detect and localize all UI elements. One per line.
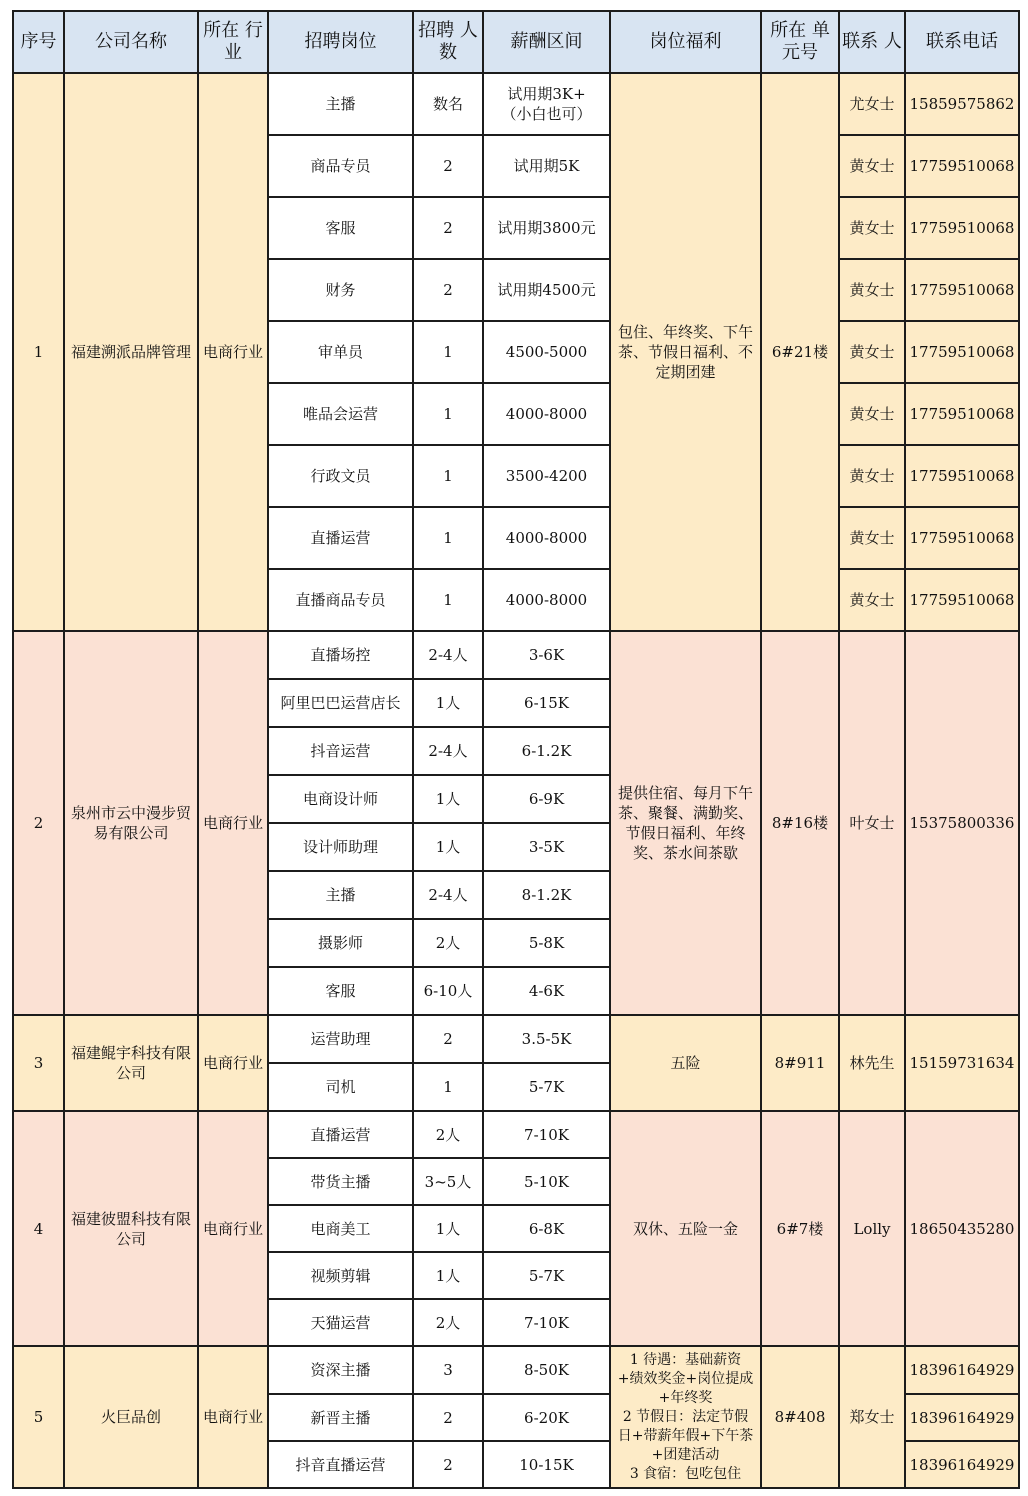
job-title: 直播运营 [268, 1111, 413, 1158]
salary: 6-20K [483, 1394, 610, 1441]
job-title: 主播 [268, 871, 413, 919]
company-name: 福建彼盟科技有限公司 [64, 1111, 198, 1346]
salary: 5-8K [483, 919, 610, 967]
headcount: 2-4人 [413, 631, 483, 679]
salary: 3.5-5K [483, 1015, 610, 1063]
headcount: 1 [413, 445, 483, 507]
header-count: 招聘 人数 [413, 11, 483, 73]
salary: 试用期3K+ （小白也可） [483, 73, 610, 135]
company-name: 火巨品创 [64, 1346, 198, 1488]
salary: 3500-4200 [483, 445, 610, 507]
headcount: 1人 [413, 1252, 483, 1299]
contact-phone: 15859575862 [905, 73, 1019, 135]
headcount: 1 [413, 507, 483, 569]
benefits: 双休、五险一金 [610, 1111, 761, 1346]
table-row [13, 73, 1019, 135]
contact-phone: 18396164929 [905, 1346, 1019, 1394]
headcount: 2 [413, 197, 483, 259]
row-number: 5 [13, 1346, 64, 1488]
table-row [13, 631, 1019, 679]
job-title: 直播运营 [268, 507, 413, 569]
salary: 7-10K [483, 1299, 610, 1346]
job-title: 阿里巴巴运营店长 [268, 679, 413, 727]
job-title: 审单员 [268, 321, 413, 383]
contact-phone: 17759510068 [905, 259, 1019, 321]
headcount: 2-4人 [413, 727, 483, 775]
contact-phone: 18396164929 [905, 1394, 1019, 1441]
contact-phone: 17759510068 [905, 135, 1019, 197]
contact-person: 黄女士 [839, 197, 905, 259]
unit-number: 8#408 [761, 1346, 839, 1488]
job-title: 电商设计师 [268, 775, 413, 823]
job-title: 带货主播 [268, 1158, 413, 1205]
headcount: 1 [413, 383, 483, 445]
contact-person: 林先生 [839, 1015, 905, 1111]
contact-person: 黄女士 [839, 569, 905, 631]
job-title: 客服 [268, 197, 413, 259]
contact-phone: 18650435280 [905, 1111, 1019, 1346]
headcount: 1人 [413, 679, 483, 727]
job-title: 视频剪辑 [268, 1252, 413, 1299]
company-name: 福建溯派品牌管理 [64, 73, 198, 631]
contact-person: 尤女士 [839, 73, 905, 135]
headcount: 2 [413, 259, 483, 321]
salary: 8-50K [483, 1346, 610, 1394]
salary: 4000-8000 [483, 507, 610, 569]
header-row [13, 11, 1019, 73]
salary: 3-5K [483, 823, 610, 871]
contact-phone: 17759510068 [905, 445, 1019, 507]
contact-person: 黄女士 [839, 259, 905, 321]
industry: 电商行业 [198, 1015, 268, 1111]
salary: 试用期5K [483, 135, 610, 197]
contact-phone: 18396164929 [905, 1441, 1019, 1488]
headcount: 3 [413, 1346, 483, 1394]
job-title: 运营助理 [268, 1015, 413, 1063]
job-title: 摄影师 [268, 919, 413, 967]
job-title: 客服 [268, 967, 413, 1015]
salary: 3-6K [483, 631, 610, 679]
salary: 6-9K [483, 775, 610, 823]
headcount: 1 [413, 1063, 483, 1111]
industry: 电商行业 [198, 1111, 268, 1346]
salary: 试用期4500元 [483, 259, 610, 321]
headcount: 2 [413, 1394, 483, 1441]
salary: 10-15K [483, 1441, 610, 1488]
salary: 试用期3800元 [483, 197, 610, 259]
header-company: 公司名称 [64, 11, 198, 73]
headcount: 3~5人 [413, 1158, 483, 1205]
headcount: 1 [413, 569, 483, 631]
contact-phone: 17759510068 [905, 321, 1019, 383]
contact-person: 黄女士 [839, 507, 905, 569]
header-no: 序号 [13, 11, 64, 73]
header-salary: 薪酬区间 [483, 11, 610, 73]
header-phone: 联系电话 [905, 11, 1019, 73]
headcount: 2 [413, 135, 483, 197]
industry: 电商行业 [198, 631, 268, 1015]
row-number: 4 [13, 1111, 64, 1346]
job-title: 抖音运营 [268, 727, 413, 775]
table-row [13, 1346, 1019, 1394]
job-title: 设计师助理 [268, 823, 413, 871]
benefits: 提供住宿、每月下午茶、聚餐、满勤奖、节假日福利、年终奖、茶水间茶歇 [610, 631, 761, 1015]
salary: 7-10K [483, 1111, 610, 1158]
salary: 6-15K [483, 679, 610, 727]
headcount: 2人 [413, 1299, 483, 1346]
headcount: 1人 [413, 1205, 483, 1252]
contact-phone: 17759510068 [905, 569, 1019, 631]
table-row [13, 1111, 1019, 1158]
salary: 4000-8000 [483, 383, 610, 445]
industry: 电商行业 [198, 73, 268, 631]
unit-number: 6#21楼 [761, 73, 839, 631]
row-number: 1 [13, 73, 64, 631]
job-title: 直播商品专员 [268, 569, 413, 631]
headcount: 2人 [413, 919, 483, 967]
contact-phone: 17759510068 [905, 507, 1019, 569]
job-title: 行政文员 [268, 445, 413, 507]
headcount: 6-10人 [413, 967, 483, 1015]
contact-person: 黄女士 [839, 383, 905, 445]
salary: 4500-5000 [483, 321, 610, 383]
row-number: 2 [13, 631, 64, 1015]
company-name: 福建鲲宇科技有限公司 [64, 1015, 198, 1111]
job-title: 直播场控 [268, 631, 413, 679]
job-title: 商品专员 [268, 135, 413, 197]
headcount: 1 [413, 321, 483, 383]
contact-phone: 15375800336 [905, 631, 1019, 1015]
industry: 电商行业 [198, 1346, 268, 1488]
recruitment-table [12, 10, 1020, 1489]
job-title: 新晋主播 [268, 1394, 413, 1441]
salary: 8-1.2K [483, 871, 610, 919]
headcount: 2 [413, 1015, 483, 1063]
benefits: 1 待遇：基础薪资+绩效奖金+岗位提成+年终奖 2 节假日：法定节假日+带薪年假+下午茶+团建活动 3 食宿：包吃包住 [610, 1346, 761, 1488]
contact-person: Lolly [839, 1111, 905, 1346]
contact-person: 黄女士 [839, 321, 905, 383]
salary: 5-7K [483, 1063, 610, 1111]
salary: 4000-8000 [483, 569, 610, 631]
headcount: 2人 [413, 1111, 483, 1158]
header-unit: 所在 单元号 [761, 11, 839, 73]
headcount: 1人 [413, 775, 483, 823]
company-name: 泉州市云中漫步贸易有限公司 [64, 631, 198, 1015]
salary: 5-7K [483, 1252, 610, 1299]
job-title: 唯品会运营 [268, 383, 413, 445]
job-title: 抖音直播运营 [268, 1441, 413, 1488]
header-benefits: 岗位福利 [610, 11, 761, 73]
salary: 5-10K [483, 1158, 610, 1205]
table-row [13, 1015, 1019, 1063]
contact-phone: 17759510068 [905, 197, 1019, 259]
headcount: 2 [413, 1441, 483, 1488]
job-title: 电商美工 [268, 1205, 413, 1252]
headcount: 2-4人 [413, 871, 483, 919]
salary: 4-6K [483, 967, 610, 1015]
job-title: 司机 [268, 1063, 413, 1111]
headcount: 数名 [413, 73, 483, 135]
header-industry: 所在 行业 [198, 11, 268, 73]
salary: 6-8K [483, 1205, 610, 1252]
unit-number: 8#16楼 [761, 631, 839, 1015]
header-job: 招聘岗位 [268, 11, 413, 73]
job-title: 财务 [268, 259, 413, 321]
benefits: 包住、年终奖、下午茶、节假日福利、不定期团建 [610, 73, 761, 631]
benefits: 五险 [610, 1015, 761, 1111]
job-title: 资深主播 [268, 1346, 413, 1394]
contact-phone: 15159731634 [905, 1015, 1019, 1111]
salary: 6-1.2K [483, 727, 610, 775]
unit-number: 6#7楼 [761, 1111, 839, 1346]
job-title: 天猫运营 [268, 1299, 413, 1346]
contact-person: 黄女士 [839, 445, 905, 507]
row-number: 3 [13, 1015, 64, 1111]
contact-phone: 17759510068 [905, 383, 1019, 445]
headcount: 1人 [413, 823, 483, 871]
contact-person: 黄女士 [839, 135, 905, 197]
job-title: 主播 [268, 73, 413, 135]
contact-person: 郑女士 [839, 1346, 905, 1488]
unit-number: 8#911 [761, 1015, 839, 1111]
contact-person: 叶女士 [839, 631, 905, 1015]
header-contact: 联系 人 [839, 11, 905, 73]
